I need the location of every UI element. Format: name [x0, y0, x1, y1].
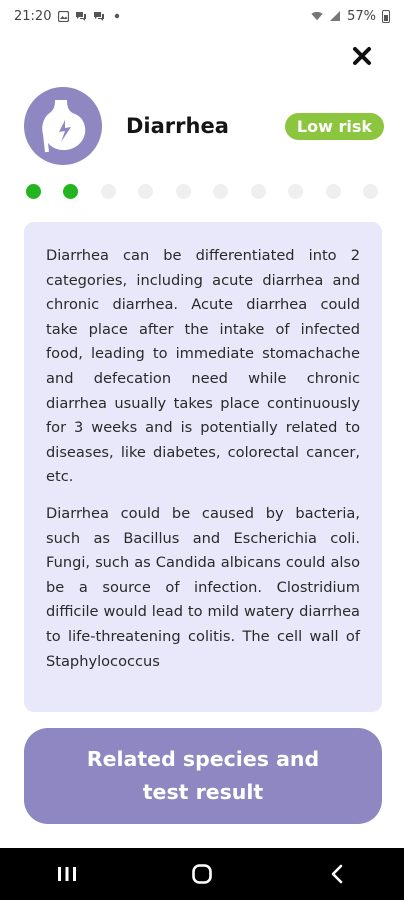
battery-icon	[382, 10, 390, 23]
back-button[interactable]	[307, 848, 367, 900]
page-dot-9[interactable]	[326, 184, 341, 199]
chat-notification-icon	[75, 10, 87, 22]
status-right	[311, 9, 390, 24]
close-icon	[352, 46, 372, 66]
recents-icon	[56, 865, 78, 883]
page-dot-6[interactable]	[213, 184, 228, 199]
risk-badge: Low risk	[285, 113, 384, 140]
page-indicator	[26, 184, 378, 200]
description-paragraph-1: Diarrhea can be differentiated into 2 categories, including acute diarrhea and chronic diarrhea. Acute diarrhea could take place after the intake of infected food, leading to immediate stomachache and defecation need while chronic diarrhea usually takes place continuously for 3 weeks and is potentially related to diseases, like diabetes, colorectal cancer, etc.	[46, 247, 360, 486]
stomach-icon	[37, 98, 89, 154]
more-notifications-icon	[111, 10, 123, 22]
close-button[interactable]	[348, 42, 376, 70]
description-card[interactable]	[24, 222, 382, 712]
status-time: 21:20	[14, 8, 52, 24]
page-dot-4[interactable]	[138, 184, 153, 199]
page-dot-7[interactable]	[251, 184, 266, 199]
home-button[interactable]	[172, 848, 232, 900]
page-dot-2[interactable]	[63, 184, 78, 199]
description-paragraph-2: Diarrhea could be caused by bacteria, such as Bacillus and Escherichia coli. Fungi, such as Candida albicans could also be a source of infection. Clostridium difficile would lead to mild watery diarrhea to life-threatening colitis. The cell wall of Staphylococcus	[46, 504, 360, 670]
page-dot-8[interactable]	[288, 184, 303, 199]
gallery-notification-icon	[57, 10, 69, 22]
home-icon	[191, 863, 213, 885]
related-species-button[interactable]: Related species and test result	[24, 728, 382, 824]
status-left	[14, 9, 123, 24]
page-dot-1[interactable]	[26, 184, 41, 199]
page-dot-10[interactable]	[363, 184, 378, 199]
page-title: Diarrhea	[126, 114, 229, 138]
status-bar	[0, 0, 404, 32]
battery-percent: 57%	[347, 8, 376, 24]
recents-button[interactable]	[37, 848, 97, 900]
header	[24, 86, 384, 166]
page-dot-5[interactable]	[176, 184, 191, 199]
page-dot-3[interactable]	[101, 184, 116, 199]
system-nav-bar	[0, 848, 404, 900]
chat-notification-icon-2	[93, 10, 105, 22]
avatar	[24, 87, 102, 165]
wifi-icon	[311, 10, 323, 22]
back-icon	[330, 864, 344, 884]
signal-icon	[329, 10, 341, 22]
